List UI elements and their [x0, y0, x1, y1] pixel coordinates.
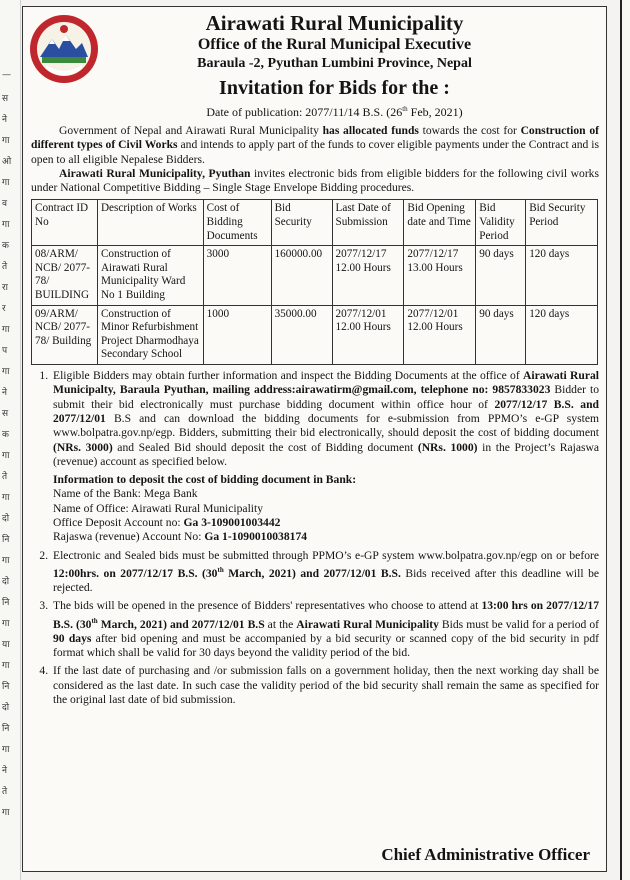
bank-info-title: Information to deposit the cost of bidding document in Bank:	[53, 473, 357, 487]
margin-glyph: गा	[2, 619, 10, 629]
margin-glyph: गा	[2, 325, 10, 335]
office-name: Office of the Rural Municipal Executive	[197, 36, 472, 53]
margin-glyph: गा	[2, 178, 10, 188]
margin-glyph: ओ	[2, 157, 12, 167]
org-name: Airawati Rural Municipality	[205, 11, 464, 35]
margin-glyph: नि	[2, 724, 10, 734]
bank-name: Name of the Bank: Mega Bank	[53, 487, 198, 501]
table-cell: 120 days	[526, 246, 598, 305]
margin-glyph: स	[2, 94, 9, 104]
table-cell: 2077/12/17 12.00 Hours	[332, 246, 404, 305]
list-item: 4. If the last date of purchasing and /or submission falls on a government holiday, then the next working day shall be considered as the last date. In such case the validity period of the bid security shall remain the same as specified for the original last date of bid submission.	[51, 664, 599, 707]
invitation-paragraph: Airawati Rural Municipality, Pyuthan invites electronic bids from eligible bidders for the following civil works under National Competitive Bidding – Single Stage Envelope Bidding procedures.	[31, 166, 599, 195]
org-address: Baraula -2, Pyuthan Lumbini Province, Nepal	[197, 56, 472, 71]
table-cell: 2077/12/01 12.00 Hours	[404, 305, 476, 364]
col-header: Bid Opening date and Time	[404, 200, 476, 246]
table-row	[32, 305, 598, 364]
margin-glyph: —	[2, 70, 11, 80]
margin-glyph: गा	[2, 808, 10, 818]
margin-glyph: स	[2, 409, 9, 419]
margin-glyph: गा	[2, 556, 10, 566]
margin-glyph: व	[2, 199, 8, 209]
col-header: Last Date of Submission	[332, 200, 404, 246]
margin-glyph: दो	[2, 703, 10, 713]
margin-glyph: नि	[2, 682, 10, 692]
conditions-list	[23, 369, 606, 707]
margin-glyph: गा	[2, 220, 10, 230]
margin-glyph: ते	[2, 472, 8, 482]
margin-glyph: क	[2, 430, 9, 440]
col-header: Bid Security Period	[526, 200, 598, 246]
adjacent-page-margin	[0, 0, 21, 880]
margin-glyph: ने	[2, 766, 7, 776]
col-header: Cost of Bidding Documents	[203, 200, 271, 246]
office-name-line: Name of Office: Airawati Rural Municipality	[53, 501, 264, 515]
notice-header	[23, 7, 606, 120]
table-cell: 120 days	[526, 305, 598, 364]
margin-glyph: गा	[2, 745, 10, 755]
margin-glyph: ते	[2, 787, 8, 797]
margin-glyph: नि	[2, 535, 10, 545]
margin-glyph: ने	[2, 115, 7, 125]
bank-info	[53, 473, 599, 544]
margin-glyph: गा	[2, 367, 10, 377]
bid-table	[31, 199, 598, 365]
table-cell: Construction of Airawati Rural Municipality Ward No 1 Building	[97, 246, 203, 305]
col-header: Contract ID No	[32, 200, 98, 246]
table-header-row	[32, 200, 598, 246]
table-cell: 3000	[203, 246, 271, 305]
margin-glyph: दो	[2, 577, 10, 587]
table-row	[32, 246, 598, 305]
signature-title: Chief Administrative Officer	[381, 845, 590, 864]
notice-title: Invitation for Bids for the :	[219, 77, 450, 99]
col-header: Bid Security	[271, 200, 332, 246]
bid-notice	[22, 6, 607, 872]
revenue-account: Rajaswa (revenue) Account No: Ga 1-1090010038174	[53, 530, 308, 544]
table-cell: 90 days	[476, 305, 526, 364]
margin-glyph: प	[2, 346, 8, 356]
margin-glyph: या	[2, 640, 10, 650]
intro-paragraph: Government of Nepal and Airawati Rural Municipality has allocated funds towards the cost for Construction of different types of Civil Works and intends to apply part of the funds to cover eligible payments under the Contract and is open to all eligible Nepalese Bidders.	[31, 124, 600, 166]
margin-glyph: गा	[2, 493, 10, 503]
margin-glyph: र	[2, 304, 6, 314]
table-cell: 1000	[203, 305, 271, 364]
margin-glyph: गा	[2, 136, 10, 146]
margin-glyph: गा	[2, 451, 10, 461]
margin-glyph: गा	[2, 661, 10, 671]
table-cell: 08/ARM/ NCB/ 2077-78/ BUILDING	[32, 246, 98, 305]
list-item: 2. Electronic and Sealed bids must be submitted through PPMO’s e-GP system www.bolpatra.gov.np/egp on or before 12:00hrs. on 2077/12/17 B.S. (30th March, 2021) and 2077/12/01 B.S. Bids received after this deadline will be rejected.	[51, 549, 599, 596]
margin-glyph: दो	[2, 514, 10, 524]
margin-glyph: ने	[2, 388, 7, 398]
table-cell: 2077/12/17 13.00 Hours	[404, 246, 476, 305]
deposit-account: Office Deposit Account no: Ga 3-109001003442	[53, 515, 281, 529]
table-cell: 35000.00	[271, 305, 332, 364]
col-header: Description of Works	[97, 200, 203, 246]
list-item: 1. Eligible Bidders may obtain further information and inspect the Bidding Documents at the office of Airawati Rural Municipalty, Baraula Pyuthan, mailing address:airawatirm@gmail.com, telephone no: 9857833023 Bidder to submit their bid electronically must purchase bidding document within office hour of 2077/12/17 B.S. and 2077/12/01 B.S and can download the bidding documents for e-submission from PPMO’s e-GP system www.bolpatra.gov.np/egp. Bidders, submitting their bid electronically, should deposit the cost of bidding document (NRs. 3000) and Sealed Bid should deposit the cost of Bidding document (NRs. 1000) in the Project’s Rajaswa (revenue) account as specified below. Information to deposit the cost of bidding document in Bank: Name of the Bank: Mega Bank Name of Office: Airawati Rural Municipality Office Deposit Account no: Ga 3-109001003442 Rajaswa (revenue) Account No: Ga 1-1090010038174	[51, 369, 599, 545]
publication-date: Date of publication: 2077/11/14 B.S. (26th Feb, 2021)	[206, 105, 463, 119]
margin-glyph: ते	[2, 262, 8, 272]
table-cell: 160000.00	[271, 246, 332, 305]
table-cell: 90 days	[476, 246, 526, 305]
table-cell: Construction of Minor Refurbishment Project Dharmodhaya Secondary School	[97, 305, 203, 364]
table-cell: 2077/12/01 12.00 Hours	[332, 305, 404, 364]
margin-glyph: रा	[2, 283, 9, 293]
col-header: Bid Validity Period	[476, 200, 526, 246]
margin-glyph: क	[2, 241, 9, 251]
table-cell: 09/ARM/ NCB/ 2077-78/ Building	[32, 305, 98, 364]
list-item: 3. The bids will be opened in the presence of Bidders' representatives who choose to attend at 13:00 hrs on 2077/12/17 B.S. (30th March, 2021) and 2077/12/01 B.S at the Airawati Rural Municipality Bids must be valid for a period of 90 days after bid opening and must be accompanied by a bid security or scanned copy of the bid security in pdf format which shall be valid for 30 days beyond the validity period of the bid.	[51, 599, 599, 660]
margin-glyph: नि	[2, 598, 10, 608]
adjacent-page-edge	[620, 0, 630, 880]
